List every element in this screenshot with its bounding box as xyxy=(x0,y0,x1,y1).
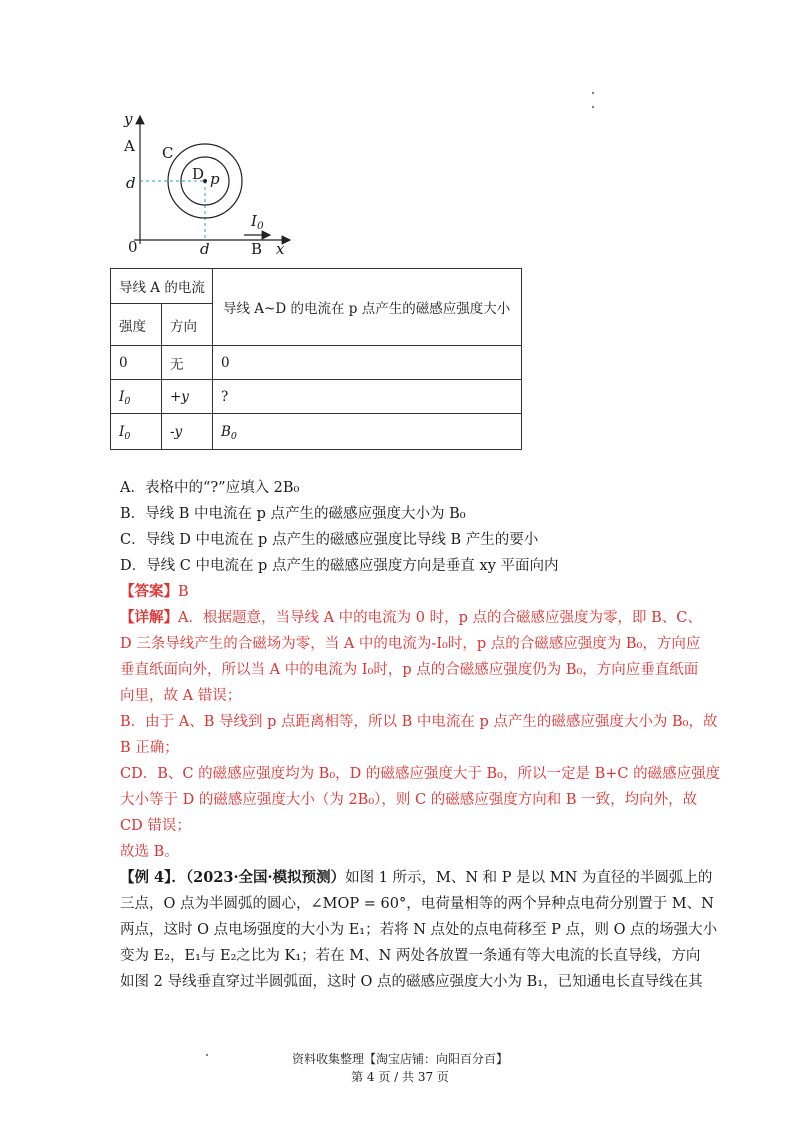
current-i-symbol: I xyxy=(251,212,257,230)
example4-text: 如图 1 所示，M、N 和 P 是以 MN 为直径的半圆弧上的 xyxy=(345,870,713,886)
example4-line: 如图 2 导线垂直穿过半圆弧面，这时 O 点的磁感应强度大小为 B₁，已知通电长直导线在其 xyxy=(120,974,703,990)
current-i-label xyxy=(251,212,264,232)
example4-line: 三点，O 点为半圆弧的圆心，∠MOP = 60°，电荷量相等的两个异种点电荷分别置于 M、N xyxy=(120,896,714,912)
wire-a-label: A xyxy=(124,137,135,155)
example4-line xyxy=(120,869,712,887)
answer-line xyxy=(120,583,189,601)
explanation-line: 向里，故 A 错误； xyxy=(120,688,242,704)
cell-direction: -y xyxy=(162,414,213,450)
explanation-line: CD 错误； xyxy=(120,818,191,834)
header-strength: 强度 xyxy=(111,304,162,346)
table-row xyxy=(111,380,522,414)
explanation-line: 故选 B。 xyxy=(120,844,179,860)
current-i-subscript: 0 xyxy=(256,220,264,232)
wire-diagram xyxy=(110,108,310,258)
explanation-line: 垂直纸面向外，所以当 A 中的电流为 I₀时，p 点的合磁感应强度仍为 B₀，方向应垂直纸面 xyxy=(120,662,699,678)
cell-direction: +y xyxy=(162,380,213,414)
d-x-label: d xyxy=(200,240,210,258)
footer-source: 资料收集整理【淘宝店铺：向阳百分百】 xyxy=(291,1052,508,1066)
d-y-label: d xyxy=(126,174,136,192)
table-row xyxy=(111,414,522,450)
explanation-line xyxy=(120,609,702,627)
example4-label: 【例 4】．（2023·全国·模拟预测） xyxy=(120,869,346,886)
cell-strength xyxy=(111,380,162,414)
wire-b-label: B xyxy=(251,240,263,258)
cell-strength xyxy=(111,346,162,380)
example4-line: 变为 E₂，E₁与 E₂之比为 K₁；若在 M、N 两处各放置一条通有等大电流的长直导线，方向 xyxy=(120,948,701,964)
option-a: A．表格中的“?”应填入 2B₀ xyxy=(120,480,300,496)
header-direction: 方向 xyxy=(162,304,213,346)
point-p-label: p xyxy=(210,170,220,188)
option-c: C．导线 D 中电流在 p 点产生的磁感应强度比导线 B 产生的要小 xyxy=(120,532,539,548)
header-wire-a-current: 导线 A 的电流 xyxy=(111,269,213,304)
explanation-line: B 正确； xyxy=(120,740,179,756)
cell-direction: 无 xyxy=(162,346,213,380)
cell-strength-value: I xyxy=(119,423,125,440)
cell-strength-subscript: 0 xyxy=(124,395,131,407)
cell-field: ? xyxy=(213,380,522,414)
x-axis-label: x xyxy=(276,240,285,258)
cell-field-subscript: 0 xyxy=(230,430,237,442)
cell-strength-value: I xyxy=(119,388,125,405)
option-b: B．导线 B 中电流在 p 点产生的磁感应强度大小为 B₀ xyxy=(120,506,466,522)
explanation-text: A．根据题意，当导线 A 中的电流为 0 时，p 点的合磁感应强度为零，即 B、C、 xyxy=(178,610,702,626)
explanation-line: B．由于 A、B 导线到 p 点距离相等，所以 B 中电流在 p 点产生的磁感应强度大小为 B₀，故 xyxy=(120,714,718,730)
cell-strength-value: 0 xyxy=(119,354,128,371)
scan-speck xyxy=(592,106,594,108)
magnetic-field-table xyxy=(110,268,522,450)
option-d: D．导线 C 中电流在 p 点产生的磁感应强度方向是垂直 xy 平面向内 xyxy=(120,558,559,574)
answer-label: 【答案】 xyxy=(120,583,178,600)
wire-d-label: D xyxy=(192,165,205,183)
explanation-line: 大小等于 D 的磁感应强度大小（为 2B₀），则 C 的磁感应强度方向和 B 一致，均向外，故 xyxy=(120,792,698,808)
cell-field-value: B xyxy=(221,423,231,440)
scan-speck xyxy=(592,92,594,94)
explanation-line: D 三条导线产生的合磁场为零，当 A 中的电流为-I₀时，p 点的合磁感应强度为 B₀，方向应 xyxy=(120,636,701,652)
table-row xyxy=(111,346,522,380)
origin-label: 0 xyxy=(128,238,138,256)
explanation-label: 【详解】 xyxy=(120,609,178,626)
example4-line: 两点，这时 O 点电场强度的大小为 E₁；若将 N 点处的点电荷移至 P 点，则 O 点的场强大小 xyxy=(120,922,718,938)
cell-field: 0 xyxy=(213,346,522,380)
page-number: 第 4 页 / 共 37 页 xyxy=(351,1070,449,1084)
cell-strength-subscript: 0 xyxy=(124,430,131,442)
cell-field xyxy=(213,414,522,450)
wire-c-label: C xyxy=(162,144,174,162)
answer-value: B xyxy=(178,584,189,600)
cell-strength xyxy=(111,414,162,450)
explanation-line: CD．B、C 的磁感应强度均为 B₀，D 的磁感应强度大于 B₀，所以一定是 B+C 的磁感应强度 xyxy=(120,766,721,782)
table-header-row xyxy=(111,269,522,304)
header-field-magnitude: 导线 A~D 的电流在 p 点产生的磁感应强度大小 xyxy=(213,269,522,346)
y-axis-label: y xyxy=(124,110,133,128)
